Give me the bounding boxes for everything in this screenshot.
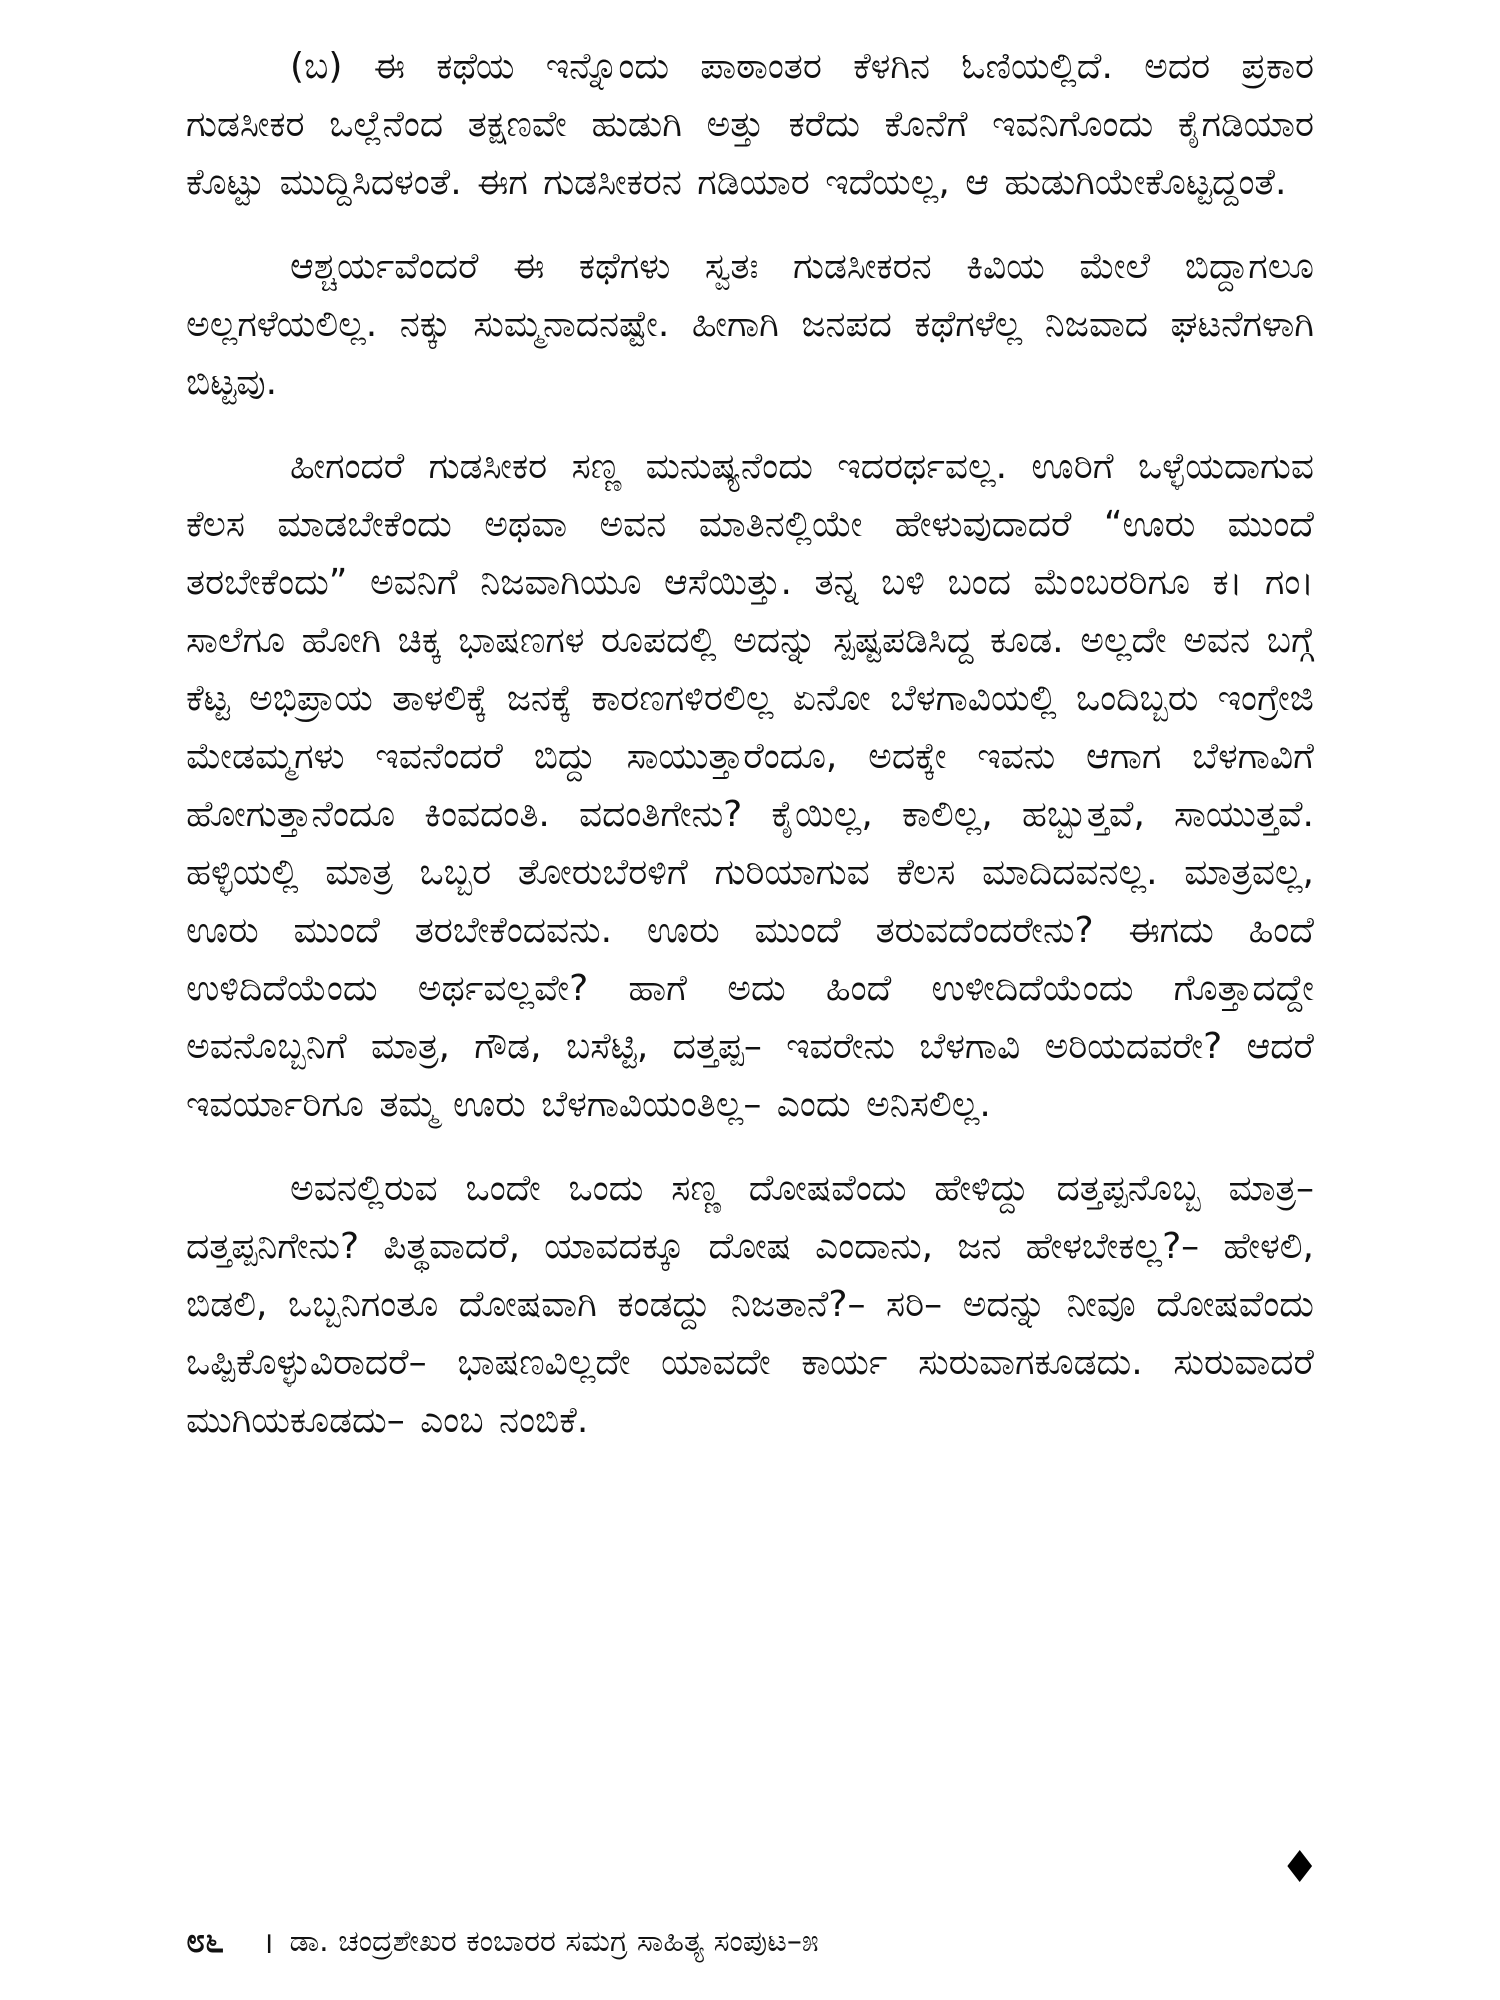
paragraph-4: ಅವನಲ್ಲಿರುವ ಒಂದೇ ಒಂದು ಸಣ್ಣ ದೋಷವೆಂದು ಹೇಳಿದ್ದು ದತ್ತಪ್ಪನೊಬ್ಬ ಮಾತ್ರ– ದತ್ತಪ್ಪನಿಗೇನು? ಪಿತ್ಥವಾದರೆ, ಯಾವದಕ್ಕೂ ದೋಷ ಎಂದಾನು, ಜನ ಹೇಳಬೇಕಲ್ಲ?– ಹೇಳಲಿ, ಬಿಡಲಿ, ಒಬ್ಬನಿಗಂತೂ ದೋಷವಾಗಿ ಕಂಡದ್ದು ನಿಜತಾನೆ?– ಸರಿ– ಅದನ್ನು ನೀವೂ ದೋಷವೆಂದು ಒಪ್ಪಿಕೊಳ್ಳುವಿರಾದರೆ– ಭಾಷಣವಿಲ್ಲದೇ ಯಾವದೇ ಕಾರ್ಯ ಸುರುವಾಗಕೂಡದು. ಸುರುವಾದರೆ ಮುಗಿಯಕೂಡದು– ಎಂಬ ನಂಬಿಕೆ.: [186, 1168, 1314, 1441]
running-footer-title: ಡಾ. ಚಂದ್ರಶೇಖರ ಕಂಬಾರರ ಸಮಗ್ರ ಸಾಹಿತ್ಯ ಸಂಪುಟ–೫: [289, 1923, 819, 1959]
footer-separator: ।: [262, 1925, 274, 1961]
body-text: [186, 38, 1314, 1476]
page-number: ೮೬: [186, 1921, 225, 1961]
paragraph-1: (ಬ) ಈ ಕಥೆಯ ಇನ್ನೊಂದು ಪಾಠಾಂತರ ಕೆಳಗಿನ ಓಣಿಯಲ್ಲಿದೆ. ಅದರ ಪ್ರಕಾರ ಗುಡಸೀಕರ ಒಲ್ಲೆನೆಂದ ತಕ್ಷಣವೇ ಹುಡುಗಿ ಅತ್ತು ಕರೆದು ಕೊನೆಗೆ ಇವನಿಗೊಂದು ಕೈಗಡಿಯಾರ ಕೊಟ್ಟು ಮುದ್ದಿಸಿದಳಂತೆ. ಈಗ ಗುಡಸೀಕರನ ಗಡಿಯಾರ ಇದೆಯಲ್ಲ, ಆ ಹುಡುಗಿಯೇಕೊಟ್ಟದ್ದಂತೆ.: [186, 46, 1314, 203]
section-end-diamond-icon: ♦: [1280, 1842, 1320, 1893]
paragraph-3: ಹೀಗಂದರೆ ಗುಡಸೀಕರ ಸಣ್ಣ ಮನುಷ್ಯನೆಂದು ಇದರರ್ಥವಲ್ಲ. ಊರಿಗೆ ಒಳ್ಳೆಯದಾಗುವ ಕೆಲಸ ಮಾಡಬೇಕೆಂದು ಅಥವಾ ಅವನ ಮಾತಿನಲ್ಲಿಯೇ ಹೇಳುವುದಾದರೆ “ಊರು ಮುಂದೆ ತರಬೇಕೆಂದು” ಅವನಿಗೆ ನಿಜವಾಗಿಯೂ ಆಸೆಯಿತ್ತು. ತನ್ನ ಬಳಿ ಬಂದ ಮೆಂಬರರಿಗೂ ಕ। ಗಂ। ಸಾಲೆಗೂ ಹೋಗಿ ಚಿಕ್ಕ ಭಾಷಣಗಳ ರೂಪದಲ್ಲಿ ಅದನ್ನು ಸ್ಪಷ್ಟಪಡಿಸಿದ್ದ ಕೂಡ. ಅಲ್ಲದೇ ಅವನ ಬಗ್ಗೆ ಕೆಟ್ಟ ಅಭಿಪ್ರಾಯ ತಾಳಲಿಕ್ಕೆ ಜನಕ್ಕೆ ಕಾರಣಗಳಿರಲಿಲ್ಲ ಏನೋ ಬೆಳಗಾವಿಯಲ್ಲಿ ಒಂದಿಬ್ಬರು ಇಂಗ್ರೇಜಿ ಮೇಡಮ್ಮಗಳು ಇವನೆಂದರೆ ಬಿದ್ದು ಸಾಯುತ್ತಾರೆಂದೂ, ಅದಕ್ಕೇ ಇವನು ಆಗಾಗ ಬೆಳಗಾವಿಗೆ ಹೋಗುತ್ತಾನೆಂದೂ ಕಿಂವದಂತಿ. ವದಂತಿಗೇನು? ಕೈಯಿಲ್ಲ, ಕಾಲಿಲ್ಲ, ಹಬ್ಬುತ್ತವೆ, ಸಾಯುತ್ತವೆ. ಹಳ್ಳಿಯಲ್ಲಿ ಮಾತ್ರ ಒಬ್ಬರ ತೋರುಬೆರಳಿಗೆ ಗುರಿಯಾಗುವ ಕೆಲಸ ಮಾದಿದವನಲ್ಲ. ಮಾತ್ರವಲ್ಲ, ಊರು ಮುಂದೆ ತರಬೇಕೆಂದವನು. ಊರು ಮುಂದೆ ತರುವದೆಂದರೇನು? ಈಗದು ಹಿಂದೆ ಉಳಿದಿದೆಯೆಂದು ಅರ್ಥವಲ್ಲವೇ? ಹಾಗೆ ಅದು ಹಿಂದೆ ಉಳೀದಿದೆಯೆಂದು ಗೊತ್ತಾದದ್ದೇ ಅವನೊಬ್ಬನಿಗೆ ಮಾತ್ರ, ಗೌಡ, ಬಸೆಟ್ಟಿ, ದತ್ತಪ್ಪ– ಇವರೇನು ಬೆಳಗಾವಿ ಅರಿಯದವರೇ? ಆದರೆ ಇವರ್ಯಾರಿಗೂ ತಮ್ಮ ಊರು ಬೆಳಗಾವಿಯಂತಿಲ್ಲ– ಎಂದು ಅನಿಸಲಿಲ್ಲ.: [186, 446, 1314, 1125]
page-footer: [186, 1916, 1314, 1966]
paragraph-2: ಆಶ್ಚರ್ಯವೆಂದರೆ ಈ ಕಥೆಗಳು ಸ್ವತಃ ಗುಡಸೀಕರನ ಕಿವಿಯ ಮೇಲೆ ಬಿದ್ದಾಗಲೂ ಅಲ್ಲಗಳೆಯಲಿಲ್ಲ. ನಕ್ಕು ಸುಮ್ಮನಾದನಷ್ಟೇ. ಹೀಗಾಗಿ ಜನಪದ ಕಥೆಗಳೆಲ್ಲ ನಿಜವಾದ ಘಟನೆಗಳಾಗಿ ಬಿಟ್ಟವು.: [186, 246, 1314, 403]
